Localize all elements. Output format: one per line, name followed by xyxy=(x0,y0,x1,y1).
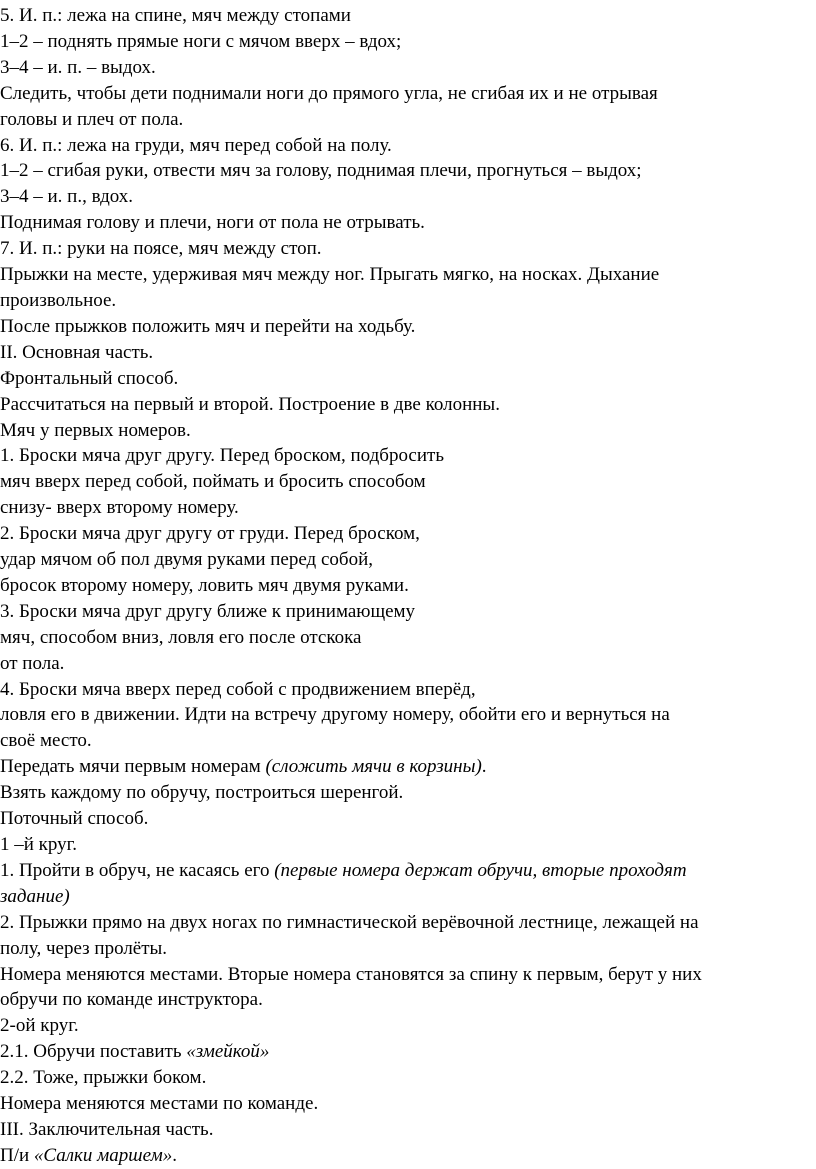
text-line xyxy=(0,625,816,651)
text-segment: 1. Броски мяча друг другу. Перед броском, подбросить xyxy=(0,445,444,467)
text-segment: Номера меняются местами. Вторые номера становятся за спину к первым, берут у них xyxy=(0,963,702,985)
text-segment: После прыжков положить мяч и перейти на ходьбу. xyxy=(0,315,416,337)
text-line xyxy=(0,858,816,884)
text-segment: от пола. xyxy=(0,652,65,674)
text-segment: Взять каждому по обручу, построиться шеренгой. xyxy=(0,782,404,804)
italic-text-segment: задание) xyxy=(0,885,70,907)
text-line xyxy=(0,728,816,754)
text-line xyxy=(0,884,816,910)
text-line xyxy=(0,573,816,599)
text-line xyxy=(0,1013,816,1039)
text-line xyxy=(0,936,816,962)
text-line xyxy=(0,3,816,29)
text-segment: 3. Броски мяча друг другу ближе к принимающему xyxy=(0,600,416,622)
text-segment: 6. И. п.: лежа на груди, мяч перед собой на полу. xyxy=(0,134,392,156)
italic-text-segment: «змейкой» xyxy=(186,1041,270,1063)
text-segment: Поднимая голову и плечи, ноги от пола не отрывать. xyxy=(0,212,425,234)
text-segment: 7. И. п.: руки на поясе, мяч между стоп. xyxy=(0,238,322,260)
text-segment: 1. Пройти в обруч, не касаясь его xyxy=(0,859,275,881)
text-line xyxy=(0,366,816,392)
text-line xyxy=(0,754,816,780)
text-segment: III. Заключительная часть. xyxy=(0,1118,214,1140)
text-line xyxy=(0,443,816,469)
text-line xyxy=(0,1065,816,1091)
text-segment: 2.1. Обручи поставить xyxy=(0,1041,187,1063)
text-segment: мяч вверх перед собой, поймать и бросить способом xyxy=(0,471,426,493)
text-segment: 1–2 – сгибая руки, отвести мяч за голову, поднимая плечи, прогнуться – выдох; xyxy=(0,160,642,182)
text-segment: Рассчитаться на первый и второй. Построение в две колонны. xyxy=(0,393,500,415)
text-line xyxy=(0,184,816,210)
text-line xyxy=(0,288,816,314)
text-line xyxy=(0,832,816,858)
text-segment: II. Основная часть. xyxy=(0,341,154,363)
text-line xyxy=(0,418,816,444)
text-segment: 2.2. Тоже, прыжки боком. xyxy=(0,1067,207,1089)
text-segment: 3–4 – и. п., вдох. xyxy=(0,186,134,208)
text-segment: произвольное. xyxy=(0,289,117,311)
text-segment: своё место. xyxy=(0,730,92,752)
text-line xyxy=(0,81,816,107)
text-line xyxy=(0,780,816,806)
text-segment: удар мячом об пол двумя руками перед собой, xyxy=(0,549,373,571)
text-segment: 2. Броски мяча друг другу от груди. Перед броском, xyxy=(0,523,420,545)
text-line xyxy=(0,55,816,81)
text-segment: Поточный способ. xyxy=(0,808,149,830)
text-line xyxy=(0,521,816,547)
text-line xyxy=(0,1039,816,1065)
text-segment: обручи по команде инструктора. xyxy=(0,989,263,1011)
text-line xyxy=(0,236,816,262)
text-segment: 2-ой круг. xyxy=(0,1015,79,1037)
text-line xyxy=(0,262,816,288)
text-line xyxy=(0,133,816,159)
text-line xyxy=(0,495,816,521)
text-line xyxy=(0,314,816,340)
text-line xyxy=(0,1091,816,1117)
italic-text-segment: (сложить мячи в корзины) xyxy=(265,756,482,778)
text-segment: 4. Броски мяча вверх перед собой с продвижением вперёд, xyxy=(0,678,476,700)
text-line xyxy=(0,158,816,184)
text-segment: мяч, способом вниз, ловля его после отскока xyxy=(0,626,362,648)
text-segment: ловля его в движении. Идти на встречу другому номеру, обойти его и вернуться на xyxy=(0,704,670,726)
text-line xyxy=(0,469,816,495)
text-segment: бросок второму номеру, ловить мяч двумя руками. xyxy=(0,574,409,596)
text-segment: . xyxy=(481,756,487,778)
text-line xyxy=(0,677,816,703)
text-segment: 3–4 – и. п. – выдох. xyxy=(0,56,156,78)
text-line xyxy=(0,340,816,366)
text-segment: 5. И. п.: лежа на спине, мяч между стопами xyxy=(0,5,351,26)
text-segment: снизу- вверх второму номеру. xyxy=(0,497,239,519)
text-line xyxy=(0,599,816,625)
text-line xyxy=(0,1143,816,1169)
text-line xyxy=(0,962,816,988)
text-segment: Прыжки на месте, удерживая мяч между ног. Прыгать мягко, на носках. Дыхание xyxy=(0,264,660,286)
text-segment: полу, через пролёты. xyxy=(0,937,168,959)
text-segment: Мяч у первых номеров. xyxy=(0,419,191,441)
text-segment: П/и xyxy=(0,1144,34,1166)
text-segment: Следить, чтобы дети поднимали ноги до прямого угла, не сгибая их и не отрывая xyxy=(0,82,658,104)
italic-text-segment: «Салки маршем» xyxy=(33,1144,173,1166)
text-line xyxy=(0,651,816,677)
text-line xyxy=(0,1117,816,1143)
text-segment: Передать мячи первым номерам xyxy=(0,756,266,778)
text-line xyxy=(0,702,816,728)
text-line xyxy=(0,29,816,55)
text-segment: 1 –й круг. xyxy=(0,834,78,855)
text-segment: 2. Прыжки прямо на двух ногах по гимнастической верёвочной лестнице, лежащей на xyxy=(0,911,699,933)
text-line xyxy=(0,210,816,236)
text-line xyxy=(0,547,816,573)
text-line xyxy=(0,806,816,832)
text-line xyxy=(0,910,816,936)
text-segment: Фронтальный способ. xyxy=(0,367,179,389)
text-segment: 1–2 – поднять прямые ноги с мячом вверх – вдох; xyxy=(0,30,402,52)
text-segment: . xyxy=(172,1144,177,1166)
text-line xyxy=(0,987,816,1013)
text-segment: Номера меняются местами по команде. xyxy=(0,1093,319,1115)
text-line xyxy=(0,107,816,133)
text-line xyxy=(0,392,816,418)
italic-text-segment: (первые номера держат обручи, вторые проходят xyxy=(274,859,687,881)
text-segment: головы и плеч от пола. xyxy=(0,108,184,130)
